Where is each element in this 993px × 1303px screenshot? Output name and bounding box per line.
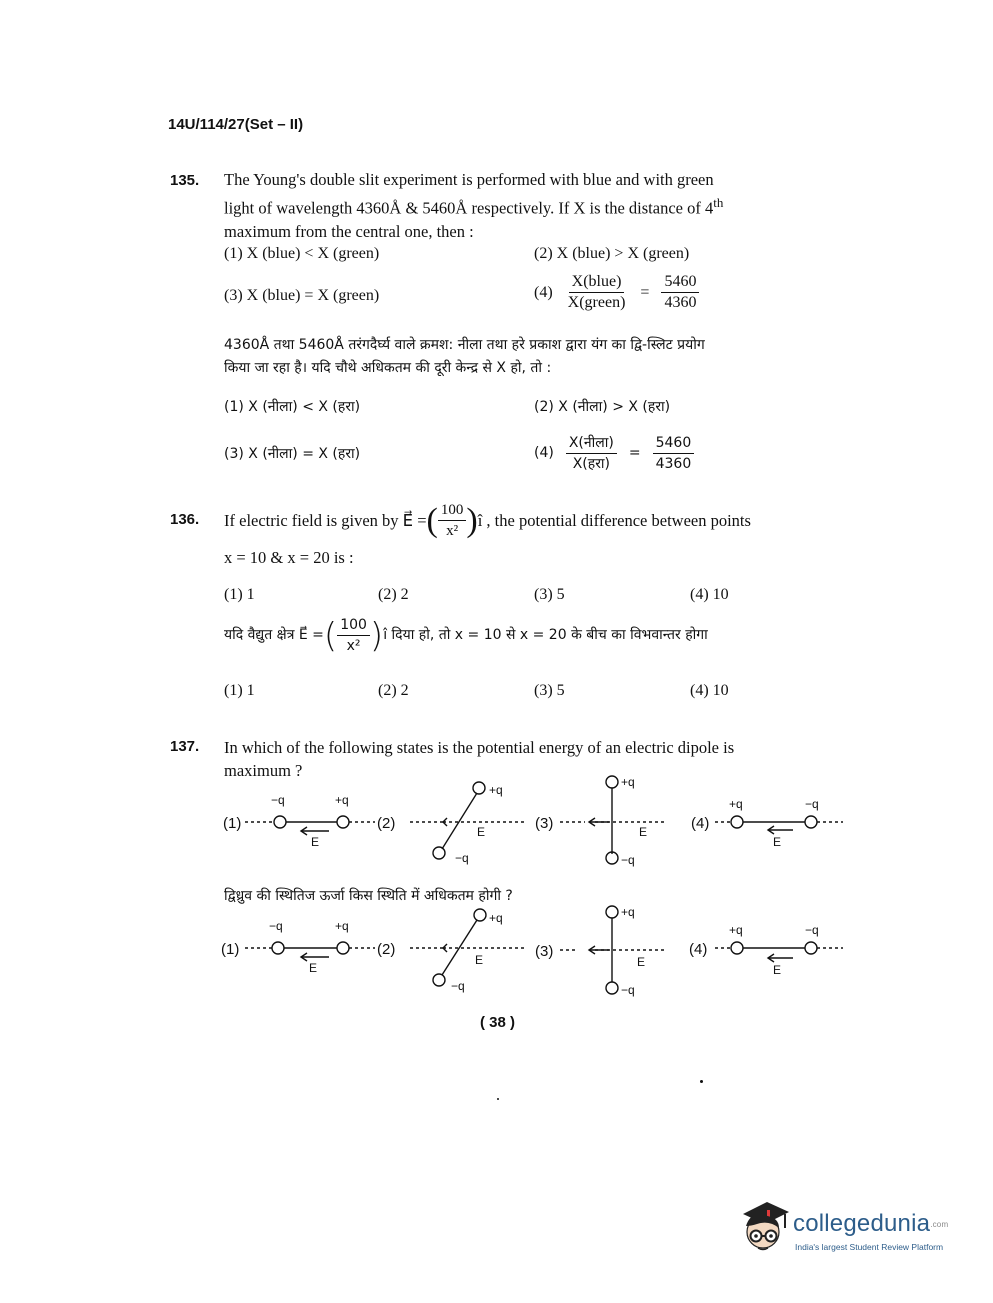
q136-field-fraction: [427, 500, 478, 541]
fraction-denominator: x²: [346, 638, 361, 654]
page-header: 14U/114/27(Set – II): [168, 116, 304, 133]
q137-hi-field-4: E: [773, 963, 782, 977]
mascot-icon: [733, 1196, 791, 1258]
q135-hi-option-3: (3) X (नीला) = X (हरा): [224, 446, 361, 462]
q136-hindi-pre: यदि वैद्युत क्षेत्र E⃗ =: [224, 627, 324, 643]
question-135-hindi-text: [224, 334, 839, 380]
q135-en-option-2: (2) X (blue) > X (green): [534, 245, 690, 262]
q136-hindi-field-fraction: [324, 615, 383, 656]
q135-hi-fraction-left: [566, 433, 617, 474]
logo-name: collegedunia: [793, 1210, 931, 1237]
question-number-136: 136.: [170, 511, 200, 528]
fraction-numerator: 5460: [661, 272, 699, 293]
fraction-numerator: 100: [438, 500, 467, 521]
q135-en-option-4-label: (4): [534, 283, 553, 301]
q137-en-label-2: (2): [377, 815, 396, 832]
q137-en-plus-q-1: +q: [335, 793, 349, 807]
q137-hi-label-1: (1): [221, 941, 240, 958]
logo-wordmark: [793, 1210, 948, 1238]
right-paren: ): [369, 615, 384, 656]
q135-hi-option-4: [534, 433, 694, 474]
q137-dipole-diagrams-hi: [215, 900, 855, 1000]
left-paren: (: [426, 501, 438, 539]
q137-hi-label-2: (2): [377, 941, 396, 958]
q136-hi-option-4: (4) 10: [690, 682, 729, 699]
q137-en-label-4: (4): [691, 815, 710, 832]
q137-hi-minus-q-1: −q: [269, 919, 283, 933]
q137-hi-plus-q-4: +q: [729, 923, 743, 937]
q135-line3: maximum from the central one, then :: [224, 221, 474, 241]
q137-en-minus-q-4: −q: [805, 797, 819, 811]
fraction-numerator: X(blue): [569, 272, 625, 293]
fraction-denominator: 4360: [664, 294, 697, 311]
question-137-hindi-text: द्विध्रुव की स्थितिज ऊर्जा किस स्थिति में अधिकतम होगी ?: [224, 888, 513, 904]
q135-en-option-1: (1) X (blue) < X (green): [224, 245, 380, 262]
q135-hi-option-1: (1) X (नीला) < X (हरा): [224, 399, 361, 415]
q135-hindi-line1: 4360Å तथा 5460Å तरंगदैर्घ्य वाले क्रमश: नीला तथा हरे प्रकाश द्वारा यंग का द्वि-स्लिट प्रयोग: [224, 337, 705, 353]
q137-hi-plus-q-1: +q: [335, 919, 349, 933]
q136-hindi-fraction: [337, 615, 370, 656]
q137-en-label-1: (1): [223, 815, 242, 832]
fraction-denominator: 4360: [655, 456, 692, 472]
q135-en-fraction-left: [565, 272, 629, 313]
q135-hindi-line2: किया जा रहा है। यदि चौथे अधिकतम की दूरी केन्द्र से X हो, तो :: [224, 360, 552, 376]
q135-hi-option-2: (2) X (नीला) > X (हरा): [534, 399, 671, 415]
fraction-numerator: 5460: [653, 433, 695, 454]
equals-sign: =: [640, 283, 650, 301]
q137-hi-field-1: E: [309, 961, 318, 975]
q137-en-plus-q-2: +q: [489, 783, 503, 797]
fraction-numerator: X(नीला): [566, 433, 617, 454]
q137-hi-field-3: E: [637, 955, 646, 969]
question-136-hindi-text: [224, 615, 844, 656]
left-paren: (: [323, 615, 338, 656]
fraction-numerator: 100: [337, 615, 370, 636]
q135-sup: th: [713, 195, 724, 210]
q136-hi-option-3: (3) 5: [534, 682, 565, 699]
q137-hi-field-2: E: [475, 953, 484, 967]
q136-text-post: î , the potential difference between points: [477, 511, 751, 530]
q137-hi-plus-q-3: +q: [621, 905, 635, 919]
q136-text-pre: If electric field is given by E⃗ =: [224, 511, 427, 530]
scan-speck: [497, 1098, 499, 1100]
q136-en-option-2: (2) 2: [378, 586, 409, 603]
q135-line2-text: light of wavelength 4360Å & 5460Å respectively. If X is the distance of 4: [224, 198, 714, 218]
q137-en-minus-q-2: −q: [455, 851, 469, 865]
q135-hi-option-4-label: (4): [534, 445, 554, 461]
q137-line2: maximum ?: [224, 761, 303, 780]
scan-speck: [700, 1080, 703, 1083]
q137-en-field-4: E: [773, 835, 782, 849]
fraction-denominator: X(हरा): [572, 456, 611, 472]
q136-en-option-4: (4) 10: [690, 586, 729, 603]
q136-hindi-post: î दिया हो, तो x = 10 से x = 20 के बीच का विभवान्तर होगा: [383, 627, 708, 643]
q137-dipole-diagrams-en: [215, 772, 855, 872]
q136-hi-option-1: (1) 1: [224, 682, 255, 699]
q137-hi-minus-q-3: −q: [621, 983, 635, 997]
q136-fraction: [438, 500, 467, 541]
q137-en-field-1: E: [311, 835, 320, 849]
question-136-text: [224, 500, 844, 541]
fraction-denominator: x²: [446, 523, 459, 539]
page-number: ( 38 ): [480, 1014, 516, 1031]
q136-en-option-3: (3) 5: [534, 586, 565, 603]
q137-en-plus-q-4: +q: [729, 797, 743, 811]
q136-en-option-1: (1) 1: [224, 586, 255, 603]
q137-en-field-3: E: [639, 825, 648, 839]
q137-en-plus-q-3: +q: [621, 775, 635, 789]
q137-en-minus-q-1: −q: [271, 793, 285, 807]
question-135-text: [224, 168, 839, 243]
q137-hi-label-3: (3): [535, 943, 554, 960]
equals-sign: =: [628, 445, 641, 461]
logo-tagline: India's largest Student Review Platform: [795, 1242, 944, 1252]
q137-line1: In which of the following states is the potential energy of an electric dipole is: [224, 738, 735, 757]
q135-hi-fraction-right: [653, 433, 695, 474]
q135-en-option-4: [534, 272, 699, 313]
q136-line2: x = 10 & x = 20 is :: [224, 548, 354, 567]
q135-en-option-3: (3) X (blue) = X (green): [224, 287, 380, 304]
q137-en-minus-q-3: −q: [621, 853, 635, 867]
fraction-denominator: X(green): [567, 294, 626, 311]
q137-hi-minus-q-2: −q: [451, 979, 465, 993]
logo-suffix: .com: [930, 1220, 949, 1230]
q135-line1: The Young's double slit experiment is performed with blue and with green: [224, 170, 714, 189]
right-paren: ): [466, 501, 478, 539]
q137-hi-plus-q-2: +q: [489, 911, 503, 925]
q137-en-field-2: E: [477, 825, 486, 839]
q135-en-fraction-right: [661, 272, 699, 313]
question-number-135: 135.: [170, 172, 200, 189]
q135-line2: [224, 191, 839, 220]
q137-hi-label-4: (4): [689, 941, 708, 958]
q136-hi-option-2: (2) 2: [378, 682, 409, 699]
collegedunia-logo[interactable]: [733, 1196, 963, 1266]
question-number-137: 137.: [170, 738, 200, 755]
q137-hi-minus-q-4: −q: [805, 923, 819, 937]
q137-en-label-3: (3): [535, 815, 554, 832]
